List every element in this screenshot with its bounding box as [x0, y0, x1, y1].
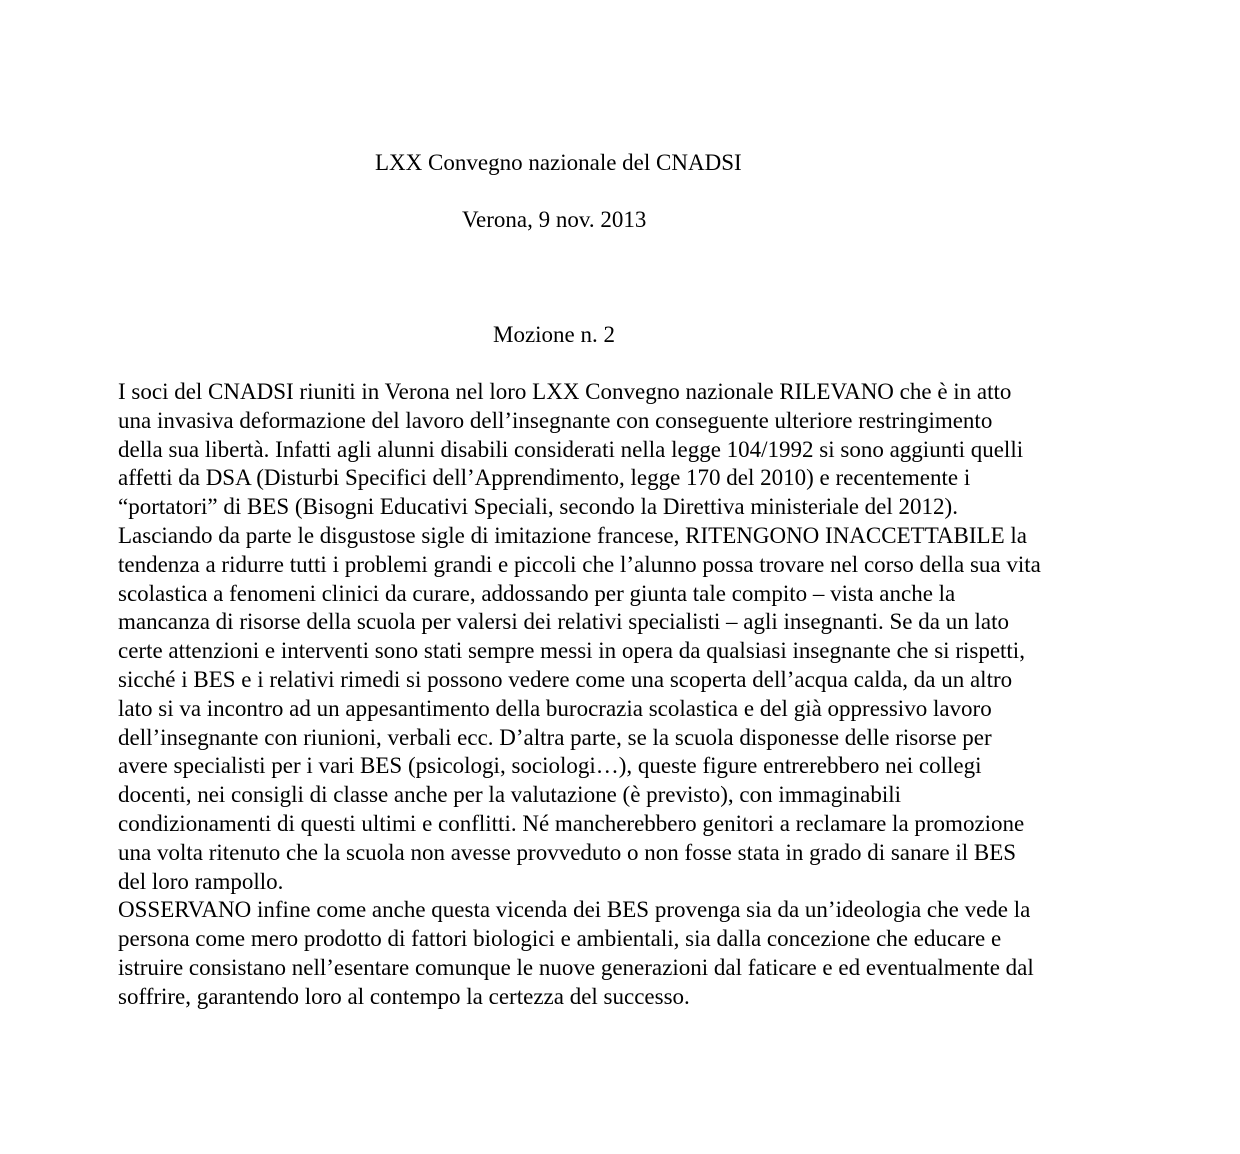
body-line: affetti da DSA (Disturbi Specifici dell’Apprendimento, legge 170 del 2010) e recentemente i	[118, 465, 971, 491]
body-line: avere specialisti per i vari BES (psicologi, sociologi…), queste figure entrerebbero nei collegi	[118, 753, 982, 779]
motion-body	[118, 378, 1128, 1012]
body-line: persona come mero prodotto di fattori biologici e ambientali, sia dalla concezione che educare e	[118, 926, 1002, 952]
body-line: OSSERVANO infine come anche questa vicenda dei BES provenga sia da un’ideologia che vede la	[118, 897, 1031, 923]
body-line: scolastica a fenomeni clinici da curare, addossando per giunta tale compito – vista anche la	[118, 580, 956, 606]
place-date: Verona, 9 nov. 2013	[462, 207, 647, 232]
motion-title: Mozione n. 2	[493, 322, 616, 347]
body-line: una invasiva deformazione del lavoro dell’insegnante con conseguente ulteriore restringimento	[118, 407, 993, 433]
body-line: I soci del CNADSI riuniti in Verona nel loro LXX Convegno nazionale RILEVANO che è in atto	[118, 379, 1012, 404]
body-line: istruire consistano nell’esentare comunque le nuove generazioni dal faticare e ed eventualmente dal	[118, 954, 1034, 980]
body-line: docenti, nei consigli di classe anche per la valutazione (è previsto), con immaginabili	[118, 782, 902, 808]
body-line: certe attenzioni e interventi sono stati sempre messi in opera da qualsiasi insegnante che si rispetti,	[118, 638, 1025, 664]
body-line: condizionamenti di questi ultimi e conflitti. Né mancherebbero genitori a reclamare la promozione	[118, 810, 1025, 836]
body-line: tendenza a ridurre tutti i problemi grandi e piccoli che l’alunno possa trovare nel corso della sua vita	[118, 551, 1041, 577]
body-line: lato si va incontro ad un appesantimento della burocrazia scolastica e del già oppressivo lavoro	[118, 695, 992, 721]
body-line: mancanza di risorse della scuola per valersi dei relativi specialisti – agli insegnanti. Se da un lato	[118, 609, 1009, 635]
convention-title: LXX Convegno nazionale del CNADSI	[375, 150, 742, 175]
body-line: “portatori” di BES (Bisogni Educativi Speciali, secondo la Direttiva ministeriale del 2012).	[118, 494, 958, 520]
body-line: sicché i BES e i relativi rimedi si possono vedere come una scoperta dell’acqua calda, da un altro	[118, 666, 1013, 692]
body-line: dell’insegnante con riunioni, verbali ecc. D’altra parte, se la scuola disponesse delle risorse per	[118, 724, 992, 750]
body-line: Lasciando da parte le disgustose sigle di imitazione francese, RITENGONO INACCETTABILE la	[118, 522, 1027, 548]
body-line: del loro rampollo.	[118, 868, 284, 894]
body-line: della sua libertà. Infatti agli alunni disabili considerati nella legge 104/1992 si sono aggiunti quelli	[118, 436, 1024, 462]
body-line: una volta ritenuto che la scuola non avesse provveduto o non fosse stata in grado di sanare il BES	[118, 839, 1017, 865]
body-line: soffrire, garantendo loro al contempo la certezza del successo.	[118, 983, 690, 1009]
